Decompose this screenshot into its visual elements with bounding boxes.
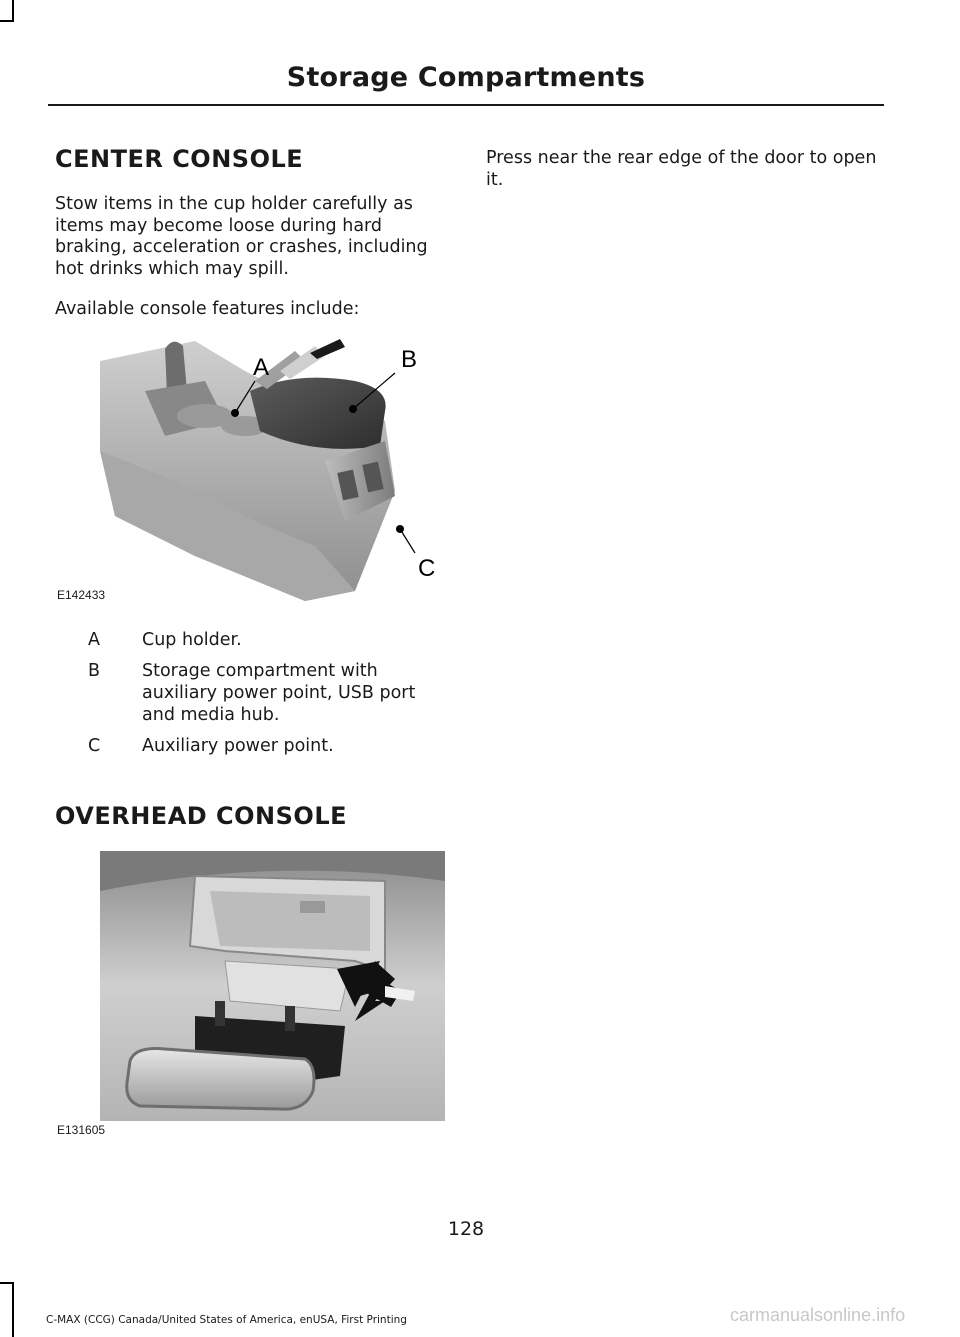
crop-mark [0, 20, 14, 22]
figure-code: E142433 [57, 587, 106, 602]
console-features-intro: Available console features include: [55, 299, 360, 319]
center-console-heading: CENTER CONSOLE [55, 145, 304, 173]
legend-key: C [88, 735, 101, 756]
overhead-console-heading: OVERHEAD CONSOLE [55, 801, 348, 830]
legend-item [55, 735, 455, 757]
legend-key: B [88, 660, 101, 681]
legend-item [55, 660, 455, 726]
legend-text: Storage compartment with auxiliary power point, USB port and media hub. [142, 660, 416, 725]
page-header-title: Storage Compartments [286, 62, 646, 93]
crop-mark [0, 1282, 14, 1284]
figure-legend [55, 629, 455, 757]
overhead-console-illustration [55, 851, 450, 1141]
left-column [55, 145, 455, 1141]
crop-mark [12, 1282, 14, 1337]
right-column [486, 148, 886, 191]
overhead-console-instruction: Press near the rear edge of the door to open it. [486, 148, 877, 190]
center-console-warning-text: Stow items in the cup holder carefully as items may become loose during hard braking, acceleration or crashes, including hot drinks which may spill. [55, 194, 428, 279]
callout-c-label: C [418, 554, 436, 582]
callout-b-label: B [401, 345, 418, 373]
watermark: carmanualsonline.info [730, 1305, 906, 1325]
center-console-figure [55, 331, 450, 606]
legend-item [55, 629, 455, 651]
page-number: 128 [447, 1218, 485, 1240]
crop-mark [12, 0, 14, 22]
legend-key: A [88, 629, 100, 650]
center-console-illustration [55, 331, 450, 606]
legend-text: Auxiliary power point. [142, 735, 334, 756]
callout-a-label: A [253, 353, 270, 381]
page-footer: C-MAX (CCG) Canada/United States of America, enUSA, First Printing [46, 1314, 407, 1326]
figure-code: E131605 [57, 1122, 106, 1137]
header-divider [48, 104, 884, 106]
legend-text: Cup holder. [142, 629, 242, 650]
overhead-console-figure [55, 851, 450, 1141]
